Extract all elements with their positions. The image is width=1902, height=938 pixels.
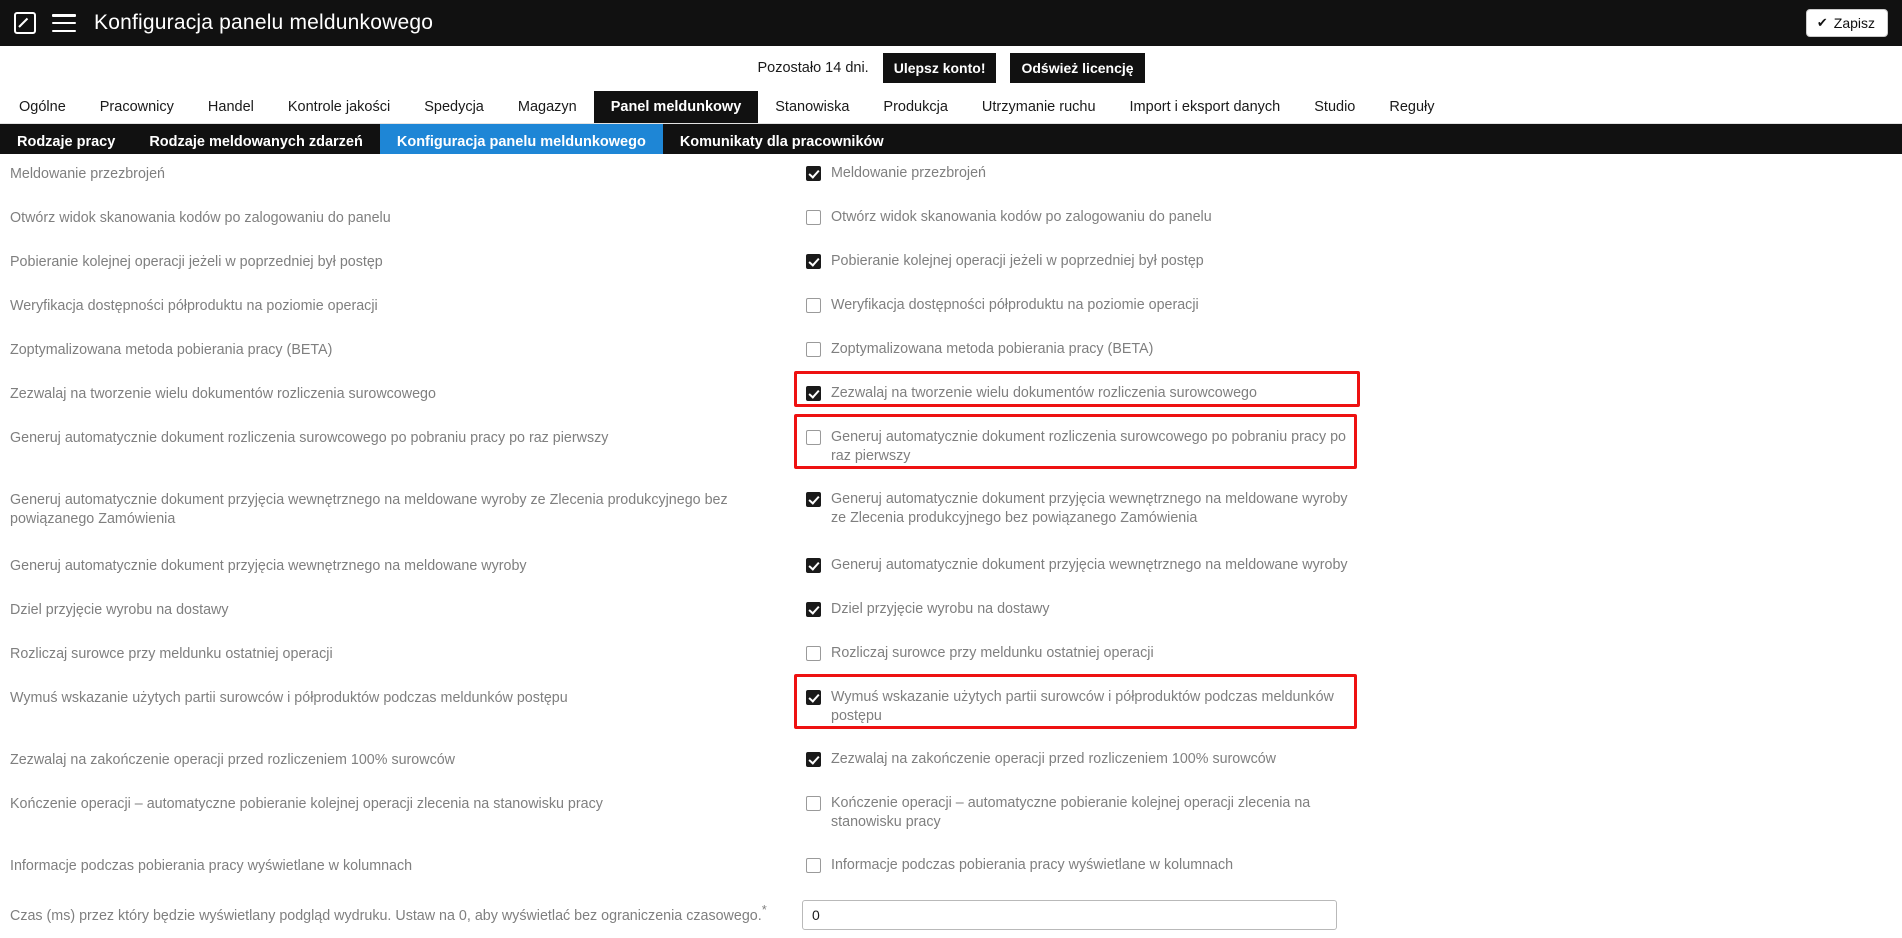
checkbox-icon[interactable] xyxy=(806,298,821,313)
setting-row xyxy=(0,740,1902,784)
checkbox-icon[interactable] xyxy=(806,752,821,767)
checkbox-weryfikacja-dostepnosci-polproduktu[interactable] xyxy=(800,296,1360,315)
checkbox-icon[interactable] xyxy=(806,210,821,225)
required-indicator: * xyxy=(761,902,767,917)
checkbox-icon[interactable] xyxy=(806,558,821,573)
setting-field xyxy=(800,374,1902,403)
setting-label xyxy=(0,890,800,926)
setting-field xyxy=(800,330,1902,359)
checkbox-wymus-wskazanie-uzytych-partii[interactable] xyxy=(800,688,1360,727)
checkbox-zezwalaj-na-tworzenie-wielu-dokumentow[interactable] xyxy=(800,384,1360,403)
settings-panel xyxy=(0,154,1902,924)
upgrade-account-button[interactable]: Ulepsz konto! xyxy=(883,53,997,83)
setting-row xyxy=(0,634,1902,678)
setting-label: Zezwalaj na zakończenie operacji przed rozliczeniem 100% surowców xyxy=(10,752,456,768)
setting-field xyxy=(800,286,1902,315)
checkbox-label: Zezwalaj na tworzenie wielu dokumentów rozliczenia surowcowego xyxy=(831,385,1257,401)
setting-label: Generuj automatycznie dokument przyjęcia wewnętrznego na meldowane wyroby xyxy=(10,558,527,574)
checkbox-icon[interactable] xyxy=(806,342,821,357)
checkbox-icon[interactable] xyxy=(806,386,821,401)
checkbox-label: Generuj automatycznie dokument rozliczenia surowcowego po pobraniu pracy po raz pierwszy xyxy=(831,429,1346,465)
checkbox-dziel-przyjecie-wyrobu-na-dostawy[interactable] xyxy=(800,600,1360,619)
setting-row xyxy=(0,198,1902,242)
setting-row xyxy=(0,890,1902,938)
setting-row xyxy=(0,678,1902,740)
setting-field xyxy=(800,242,1902,271)
setting-row xyxy=(0,480,1902,546)
tab-ogolne[interactable]: Ogólne xyxy=(19,99,66,115)
setting-label: Rozliczaj surowce przy meldunku ostatniej operacji xyxy=(10,646,333,662)
tab-utrzymanie-ruchu[interactable]: Utrzymanie ruchu xyxy=(981,99,1096,115)
subtab-rodzaje-meldowanych-zdarzen[interactable]: Rodzaje meldowanych zdarzeń xyxy=(149,133,363,150)
save-button[interactable] xyxy=(1806,9,1888,37)
subtab-konfiguracja-panelu-meldunkowego[interactable]: Konfiguracja panelu meldunkowego xyxy=(380,124,663,159)
refresh-license-button[interactable]: Odśwież licencję xyxy=(1010,53,1144,83)
tab-produkcja[interactable]: Produkcja xyxy=(883,99,948,115)
tab-magazyn[interactable]: Magazyn xyxy=(517,99,577,115)
setting-row xyxy=(0,154,1902,198)
setting-field xyxy=(800,846,1902,875)
checkbox-label: Zezwalaj na zakończenie operacji przed rozliczeniem 100% surowców xyxy=(831,751,1277,767)
tab-import-i-eksport-danych[interactable]: Import i eksport danych xyxy=(1129,99,1281,115)
setting-label: Meldowanie przezbrojeń xyxy=(10,166,165,182)
checkbox-label: Informacje podczas pobierania pracy wyświetlane w kolumnach xyxy=(831,857,1234,873)
checkbox-icon[interactable] xyxy=(806,430,821,445)
setting-label: Wymuś wskazanie użytych partii surowców i półproduktów podczas meldunków postępu xyxy=(10,690,568,706)
checkbox-generuj-pw-ze-zlecenia-bez-zamowienia[interactable] xyxy=(800,490,1360,529)
subtab-komunikaty-dla-pracownikow[interactable]: Komunikaty dla pracowników xyxy=(679,133,884,150)
checkbox-rozliczaj-surowce-przy-meldunku[interactable] xyxy=(800,644,1360,663)
checkbox-pobieranie-kolejnej-operacji[interactable] xyxy=(800,252,1360,271)
tab-handel[interactable]: Handel xyxy=(207,99,254,115)
checkbox-icon[interactable] xyxy=(806,602,821,617)
setting-row xyxy=(0,418,1902,480)
checkbox-label: Generuj automatycznie dokument przyjęcia wewnętrznego na meldowane wyroby xyxy=(831,557,1348,573)
hamburger-menu-icon[interactable] xyxy=(52,14,76,32)
checkbox-icon[interactable] xyxy=(806,166,821,181)
setting-field xyxy=(800,740,1902,769)
setting-row xyxy=(0,546,1902,590)
subtab-rodzaje-pracy[interactable]: Rodzaje pracy xyxy=(17,133,116,150)
checkbox-konczenie-operacji-auto-pobieranie[interactable] xyxy=(800,794,1360,833)
checkbox-label: Generuj automatycznie dokument przyjęcia wewnętrznego na meldowane wyroby ze Zlecenia produkcyjnego bez powiązanego Zamówienia xyxy=(831,491,1348,527)
setting-label: Informacje podczas pobierania pracy wyświetlane w kolumnach xyxy=(10,858,413,874)
setting-row xyxy=(0,242,1902,286)
setting-row xyxy=(0,286,1902,330)
checkbox-informacje-wyswietlane-w-kolumnach[interactable] xyxy=(800,856,1360,875)
tab-stanowiska[interactable]: Stanowiska xyxy=(775,99,850,115)
setting-row xyxy=(0,330,1902,374)
checkbox-label: Kończenie operacji – automatyczne pobieranie kolejnej operacji zlecenia na stanowisku pracy xyxy=(831,795,1311,831)
setting-row xyxy=(0,846,1902,890)
tab-reguly[interactable]: Reguły xyxy=(1389,99,1435,115)
settings-list xyxy=(0,154,1902,938)
checkbox-label: Rozliczaj surowce przy meldunku ostatniej operacji xyxy=(831,645,1154,661)
tab-pracownicy[interactable]: Pracownicy xyxy=(99,99,174,115)
tab-panel-meldunkowy[interactable]: Panel meldunkowy xyxy=(594,91,759,123)
checkbox-label: Meldowanie przezbrojeń xyxy=(831,165,986,181)
checkbox-label: Wymuś wskazanie użytych partii surowców i półproduktów podczas meldunków postępu xyxy=(831,689,1334,725)
main-tab-bar xyxy=(0,91,1902,124)
title-bar xyxy=(0,0,1902,46)
license-days-remaining: Pozostało 14 dni. xyxy=(757,60,869,76)
setting-label: Generuj automatycznie dokument rozliczenia surowcowego po pobraniu pracy po raz pierwszy xyxy=(10,430,609,446)
checkbox-icon[interactable] xyxy=(806,858,821,873)
checkbox-icon[interactable] xyxy=(806,492,821,507)
setting-field xyxy=(800,198,1902,227)
checkbox-label: Zoptymalizowana metoda pobierania pracy (BETA) xyxy=(831,341,1154,357)
setting-field xyxy=(800,678,1902,727)
setting-field xyxy=(800,590,1902,619)
setting-label-text: Czas (ms) przez który będzie wyświetlany podgląd wydruku. Ustaw na 0, aby wyświetlać bez ograniczenia czasowego. xyxy=(10,907,762,924)
tab-kontrole-jakosci[interactable]: Kontrole jakości xyxy=(287,99,391,115)
print-preview-duration-input[interactable] xyxy=(802,900,1337,930)
checkbox-generuj-pw-na-meldowane-wyroby[interactable] xyxy=(800,556,1360,575)
checkbox-label: Otwórz widok skanowania kodów po zalogowaniu do panelu xyxy=(831,209,1212,225)
setting-row xyxy=(0,784,1902,846)
setting-row xyxy=(0,590,1902,634)
setting-label: Zoptymalizowana metoda pobierania pracy (BETA) xyxy=(10,342,333,358)
app-logo-icon xyxy=(14,12,36,34)
checkbox-label: Dziel przyjęcie wyrobu na dostawy xyxy=(831,601,1050,617)
setting-field xyxy=(800,154,1902,183)
setting-label: Otwórz widok skanowania kodów po zalogowaniu do panelu xyxy=(10,210,391,226)
checkbox-label: Weryfikacja dostępności półproduktu na poziomie operacji xyxy=(831,297,1199,313)
setting-field xyxy=(800,418,1902,467)
checkbox-icon[interactable] xyxy=(806,254,821,269)
checkbox-meldowanie-przezbrojen[interactable] xyxy=(800,164,1360,183)
setting-label: Weryfikacja dostępności półproduktu na poziomie operacji xyxy=(10,298,378,314)
setting-field xyxy=(800,546,1902,575)
save-button-label: Zapisz xyxy=(1833,15,1875,31)
checkbox-icon[interactable] xyxy=(806,646,821,661)
page-title: Konfiguracja panelu meldunkowego xyxy=(94,11,434,34)
check-icon: ✔ xyxy=(1816,15,1828,30)
setting-label: Pobieranie kolejnej operacji jeżeli w poprzedniej był postęp xyxy=(10,254,383,270)
checkbox-icon[interactable] xyxy=(806,690,821,705)
setting-field xyxy=(800,890,1902,930)
setting-label: Zezwalaj na tworzenie wielu dokumentów rozliczenia surowcowego xyxy=(10,386,436,402)
checkbox-zoptymalizowana-metoda-pobierania-pracy[interactable] xyxy=(800,340,1360,359)
setting-field xyxy=(800,634,1902,663)
setting-field xyxy=(800,784,1902,833)
checkbox-icon[interactable] xyxy=(806,796,821,811)
setting-label: Generuj automatycznie dokument przyjęcia wewnętrznego na meldowane wyroby ze Zlecenia produkcyjnego bez powiązanego Zamówienia xyxy=(10,492,728,528)
checkbox-zezwalaj-na-zakonczenie-operacji[interactable] xyxy=(800,750,1360,769)
setting-row xyxy=(0,374,1902,418)
tab-spedycja[interactable]: Spedycja xyxy=(424,99,484,115)
checkbox-otworz-widok-skanowania[interactable] xyxy=(800,208,1360,227)
license-banner xyxy=(0,46,1902,91)
checkbox-label: Pobieranie kolejnej operacji jeżeli w poprzedniej był postęp xyxy=(831,253,1204,269)
tab-studio[interactable]: Studio xyxy=(1314,99,1356,115)
setting-label: Dziel przyjęcie wyrobu na dostawy xyxy=(10,602,229,618)
setting-field xyxy=(800,480,1902,529)
checkbox-generuj-rozliczenie-surowcowe-po-pobraniu[interactable] xyxy=(800,428,1360,467)
setting-label: Kończenie operacji – automatyczne pobieranie kolejnej operacji zlecenia na stanowisku pracy xyxy=(10,796,603,812)
